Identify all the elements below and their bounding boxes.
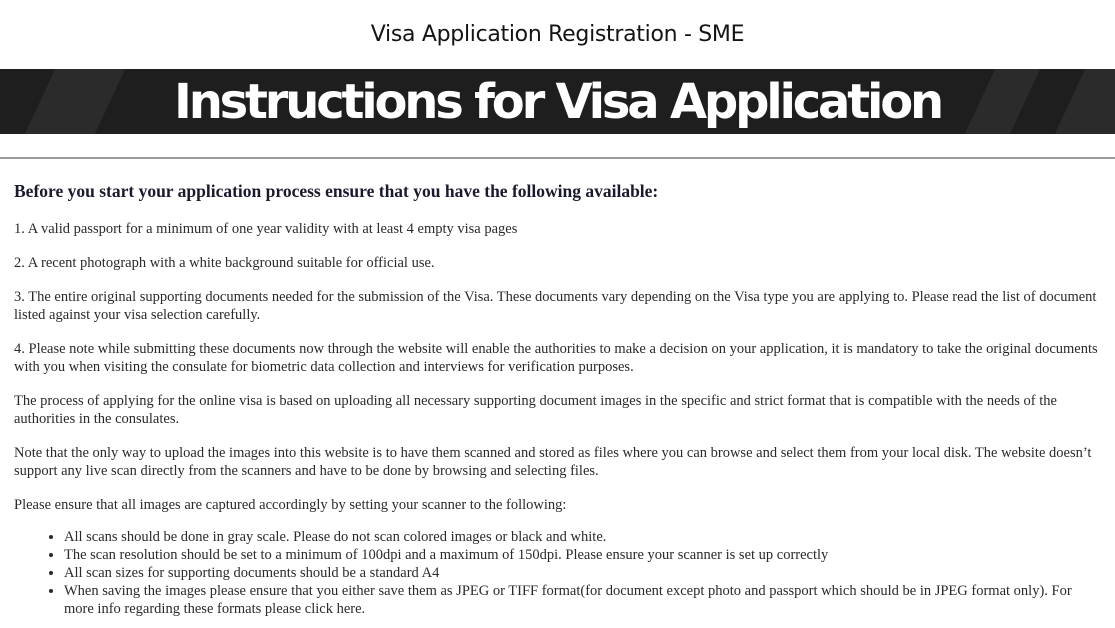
upload-note-paragraph: Note that the only way to upload the images into this website is to have them scanned and stored as files where you can browse and select them from your local disk. The website doesn’t support any live scan directly from the scanners and have to be done by browsing and selecting files. [14, 445, 1092, 479]
scanner-settings-list [14, 528, 1099, 618]
requirement-item: 2. A recent photograph with a white background suitable for official use. [14, 255, 435, 271]
requirement-item: 4. Please note while submitting these documents now through the website will enable the authorities to make a decision on your application, it is mandatory to take the original documents with you when visiting the consulate for biometric data collection and interviews for verification purposes. [14, 341, 1098, 375]
scanner-setting-item: • All scan sizes for supporting documents should be a standard A4 [64, 564, 1099, 582]
requirement-item: 3. The entire original supporting documents needed for the submission of the Visa. These documents vary depending on the Visa type you are applying to. Please read the list of document listed against your visa selection carefully. [14, 289, 1097, 323]
banner-title: Instructions for Visa Application [174, 73, 941, 130]
requirement-item: 1. A valid passport for a minimum of one year validity with at least 4 empty visa pages [14, 221, 518, 237]
scanner-setting-item: • When saving the images please ensure that you either save them as JPEG or TIFF format(for document except photo and passport which should be in JPEG format only). For more info regarding these formats please click here. [64, 582, 1099, 618]
divider [0, 157, 1115, 159]
scanner-setting-item: • All scans should be done in gray scale. Please do not scan colored images or black and white. [64, 528, 1099, 546]
scanner-intro-paragraph: Please ensure that all images are captured accordingly by setting your scanner to the following: [14, 497, 567, 513]
instructions-content [14, 181, 1099, 618]
instructions-banner [0, 69, 1115, 134]
process-paragraph: The process of applying for the online visa is based on uploading all necessary supporting document images in the specific and strict format that is compatible with the needs of the authorities in the consulates. [14, 393, 1057, 427]
page-title: Visa Application Registration - SME [370, 22, 745, 47]
scanner-setting-item: • The scan resolution should be set to a minimum of 100dpi and a maximum of 150dpi. Please ensure your scanner is set up correctly [64, 546, 1099, 564]
intro-heading: Before you start your application process ensure that you have the following available: [14, 181, 659, 201]
